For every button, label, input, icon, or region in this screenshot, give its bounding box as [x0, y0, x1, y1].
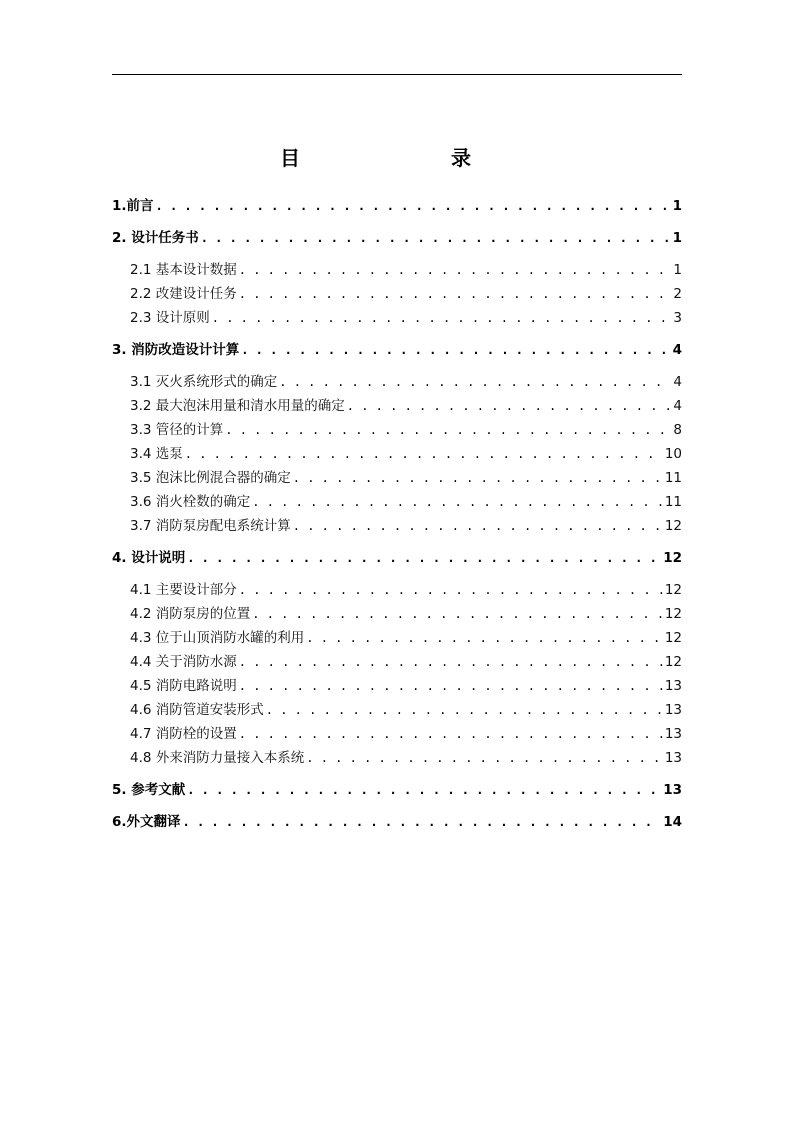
toc-entry-page: 14 — [663, 814, 682, 830]
toc-entry-page: 4 — [672, 342, 682, 358]
toc-entry[interactable] — [112, 812, 682, 832]
toc-entry-page: 8 — [673, 422, 682, 438]
toc-entry[interactable] — [130, 284, 682, 304]
toc-dot-leader — [266, 700, 663, 720]
toc-entry-page: 1 — [672, 198, 682, 214]
toc-entry[interactable] — [130, 372, 682, 392]
toc-entry-page: 13 — [664, 702, 682, 718]
toc-entry-label: 4.3 位于山顶消防水罐的利用 — [130, 630, 305, 646]
toc-dot-leader — [239, 724, 663, 744]
toc-dot-leader — [201, 228, 671, 248]
toc-dot-leader — [306, 628, 663, 648]
toc-entry-page: 10 — [664, 446, 682, 462]
toc-dot-leader — [225, 420, 671, 440]
toc-entry-page: 12 — [664, 630, 682, 646]
toc-dot-leader — [183, 812, 662, 832]
toc-dot-leader — [239, 260, 672, 280]
toc-dot-leader — [293, 468, 663, 488]
toc-entry[interactable] — [130, 628, 682, 648]
toc-entry[interactable] — [112, 780, 682, 800]
toc-entry-label: 4.7 消防栓的设置 — [130, 726, 237, 742]
toc-entry[interactable] — [130, 604, 682, 624]
header-rule — [112, 74, 682, 75]
toc-dot-leader — [293, 516, 663, 536]
toc-entry-label: 2.2 改建设计任务 — [130, 286, 237, 302]
toc-entry-label: 4. 设计说明 — [112, 550, 186, 566]
toc-entry-label: 3.5 泡沫比例混合器的确定 — [130, 470, 291, 486]
toc-entry[interactable] — [130, 396, 682, 416]
toc-entry[interactable] — [130, 652, 682, 672]
toc-title — [0, 142, 794, 172]
toc-entry-page: 12 — [664, 582, 682, 598]
toc-title-char-2: 录 — [451, 146, 471, 170]
toc-dot-leader — [279, 372, 671, 392]
toc-dot-leader — [185, 444, 663, 464]
toc-dot-leader — [212, 308, 672, 328]
toc-entry[interactable] — [112, 228, 682, 248]
toc-entry-label: 3.7 消防泵房配电系统计算 — [130, 518, 291, 534]
toc-title-char-1: 目 — [280, 146, 300, 170]
toc-entry-label: 4.2 消防泵房的位置 — [130, 606, 251, 622]
toc-entry-label: 4.1 主要设计部分 — [130, 582, 237, 598]
toc-entry[interactable] — [130, 260, 682, 280]
toc-dot-leader — [239, 652, 663, 672]
toc-entry-label: 4.4 关于消防水源 — [130, 654, 237, 670]
toc-entry-page: 11 — [664, 494, 682, 510]
toc-entry[interactable] — [130, 468, 682, 488]
toc-entry-label: 3. 消防改造设计计算 — [112, 342, 240, 358]
toc-entry-label: 3.1 灭火系统形式的确定 — [130, 374, 278, 390]
toc-entry-page: 4 — [673, 398, 682, 414]
toc-entry-label: 3.3 管径的计算 — [130, 422, 224, 438]
toc-entry-label: 1.前言 — [112, 198, 154, 214]
toc-dot-leader — [241, 340, 670, 360]
toc-entry[interactable] — [130, 580, 682, 600]
toc-entry-page: 1 — [672, 230, 682, 246]
toc-entry-label: 2.1 基本设计数据 — [130, 262, 237, 278]
toc-entry[interactable] — [112, 196, 682, 216]
toc-entry-page: 1 — [673, 262, 682, 278]
toc-entry[interactable] — [130, 516, 682, 536]
toc-entry-label: 2.3 设计原则 — [130, 310, 210, 326]
toc-dot-leader — [252, 604, 663, 624]
toc-entry-label: 4.8 外来消防力量接入本系统 — [130, 750, 305, 766]
toc-entry-page: 13 — [663, 782, 682, 798]
toc-entry-page: 11 — [664, 470, 682, 486]
toc-entry-label: 2. 设计任务书 — [112, 230, 199, 246]
toc-entry-page: 12 — [664, 654, 682, 670]
toc-dot-leader — [239, 580, 663, 600]
toc-entry[interactable] — [130, 700, 682, 720]
toc-dot-leader — [239, 676, 663, 696]
toc-entry[interactable] — [130, 420, 682, 440]
toc-entry-label: 4.6 消防管道安装形式 — [130, 702, 264, 718]
toc-entry-label: 4.5 消防电路说明 — [130, 678, 237, 694]
toc-entry-label: 5. 参考文献 — [112, 782, 186, 798]
toc-entry-page: 3 — [673, 310, 682, 326]
toc-dot-leader — [156, 196, 671, 216]
toc-entry[interactable] — [130, 444, 682, 464]
toc-entry[interactable] — [130, 724, 682, 744]
toc-dot-leader — [187, 780, 661, 800]
toc-entry-label: 6.外文翻译 — [112, 814, 181, 830]
toc-entry-page: 12 — [664, 606, 682, 622]
toc-entry-page: 12 — [663, 550, 682, 566]
toc-entry-page: 13 — [664, 678, 682, 694]
toc-entry-page: 13 — [664, 726, 682, 742]
toc-entry-page: 2 — [673, 286, 682, 302]
toc-dot-leader — [187, 548, 661, 568]
toc-entry[interactable] — [130, 676, 682, 696]
toc-entry-label: 3.2 最大泡沫用量和清水用量的确定 — [130, 398, 345, 414]
toc-entry-page: 13 — [664, 750, 682, 766]
toc-entry[interactable] — [130, 748, 682, 768]
toc-dot-leader — [347, 396, 672, 416]
toc-dot-leader — [252, 492, 663, 512]
toc-entry-label: 3.4 选泵 — [130, 446, 183, 462]
toc-dot-leader — [239, 284, 672, 304]
toc-entry-page: 12 — [664, 518, 682, 534]
toc-entry[interactable] — [130, 492, 682, 512]
toc-entry-label: 3.6 消火栓数的确定 — [130, 494, 251, 510]
toc-entry[interactable] — [112, 340, 682, 360]
toc-dot-leader — [306, 748, 663, 768]
toc-entry[interactable] — [130, 308, 682, 328]
toc-entry[interactable] — [112, 548, 682, 568]
toc-entry-page: 4 — [673, 374, 682, 390]
